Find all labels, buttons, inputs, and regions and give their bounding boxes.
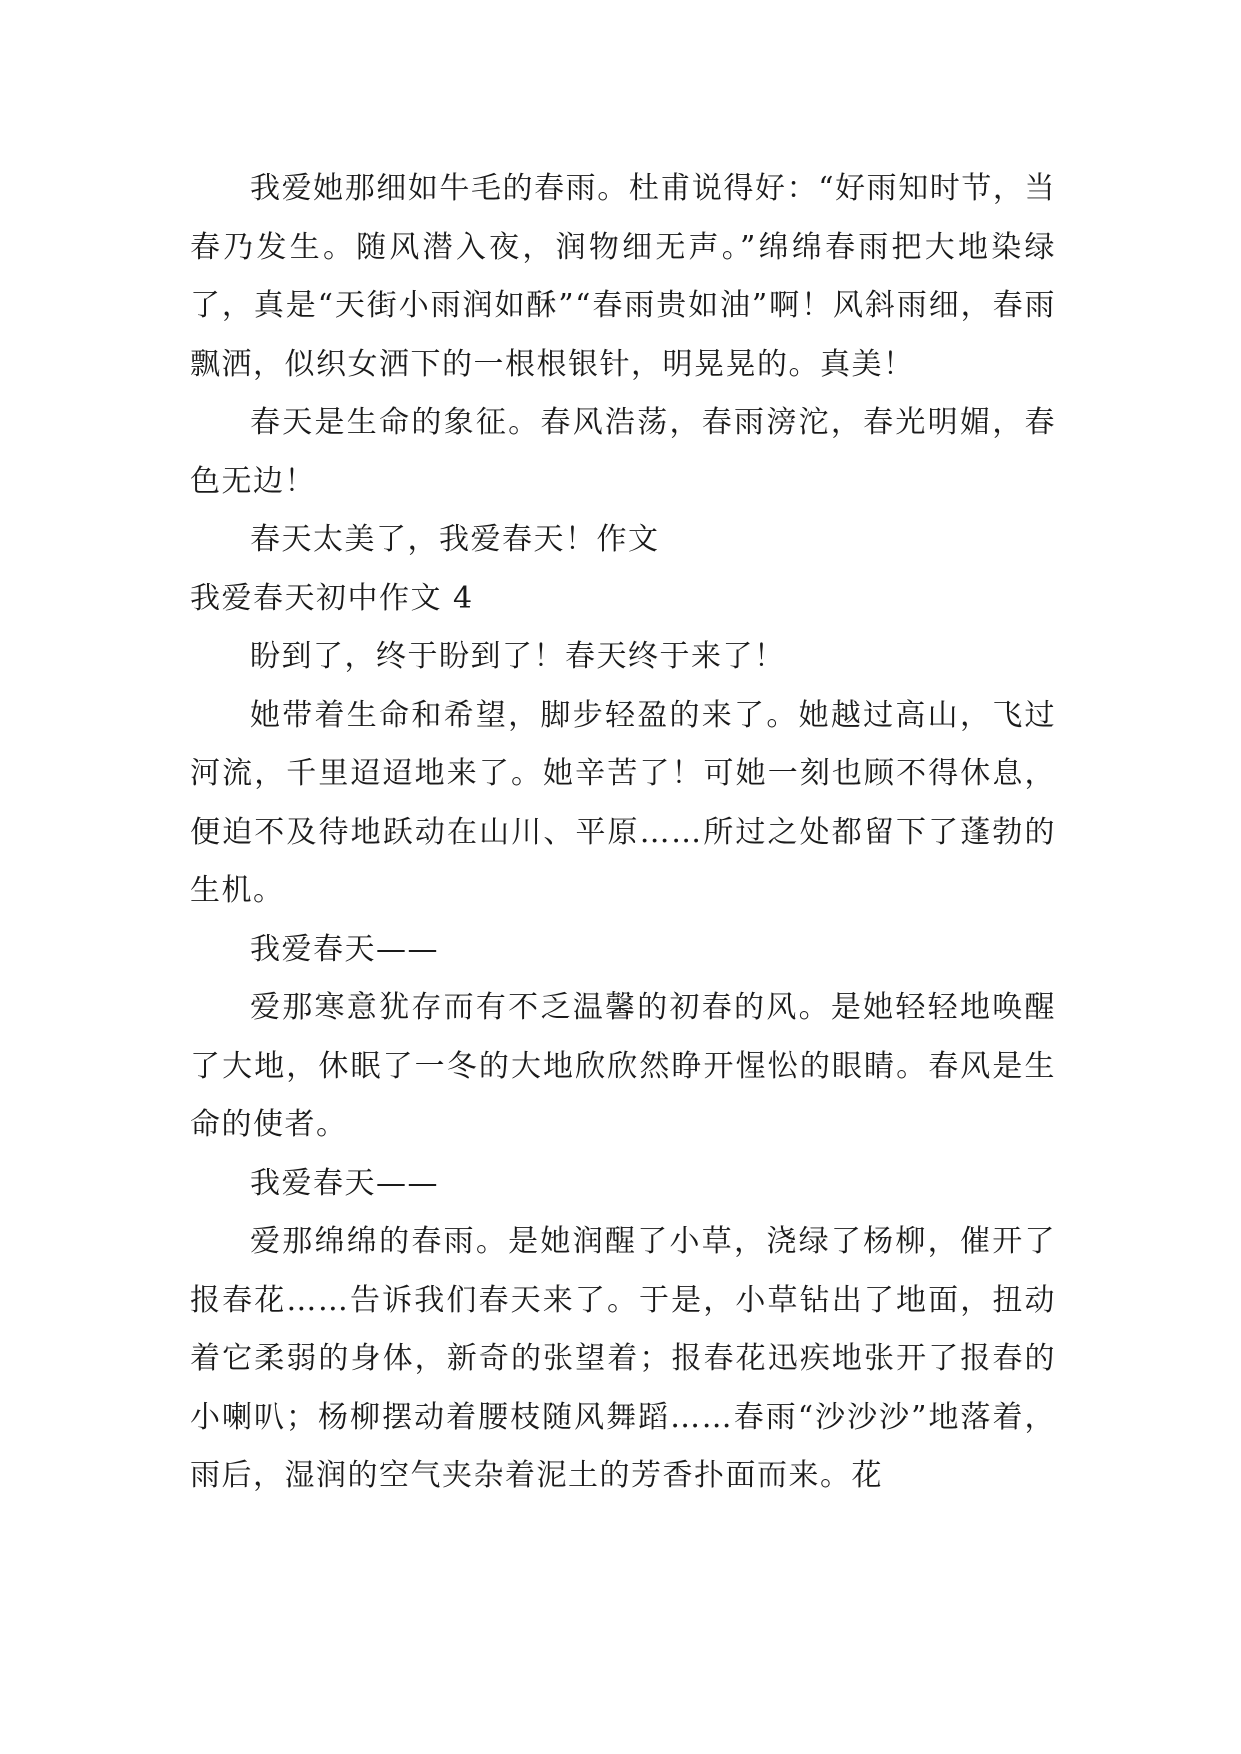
paragraph-closing: 春天太美了，我爱春天！作文 [250,522,660,557]
paragraph-spring-wind: 爱那寒意犹存而有不乏温馨的初春的风。是她轻轻地唤醒了大地，休眠了一冬的大地欣欣然睁开惺忪的眼睛。春风是生命的使者。 [190,990,1056,1142]
paragraph-arrival: 盼到了，终于盼到了！春天终于来了！ [250,639,786,674]
document-body [190,160,1056,1506]
paragraph-love-spring-2: 我爱春天—— [250,1165,439,1201]
paragraph-love-spring-1: 我爱春天—— [250,931,439,967]
paragraph-spring-drizzle: 爱那绵绵的春雨。是她润醒了小草，浇绿了杨柳，催开了报春花……告诉我们春天来了。于是，小草钻出了地面，扭动着它柔弱的身体，新奇的张望着；报春花迅疾地张开了报春的小喇叭；杨柳摆动着腰枝随风舞蹈……春雨“沙沙沙”地落着，雨后，湿润的空气夹杂着泥土的芳香扑面而来。花 [190,1224,1056,1493]
paragraph-spring-symbol: 春天是生命的象征。春风浩荡，春雨滂沱，春光明媚，春色无边！ [190,405,1056,499]
section-title: 我爱春天初中作文 4 [190,580,474,616]
paragraph-spring-rain: 我爱她那细如牛毛的春雨。杜甫说得好：“好雨知时节，当春乃发生。随风潜入夜，润物细无声。”绵绵春雨把大地染绿了，真是“天街小雨润如酥”“春雨贵如油”啊！风斜雨细，春雨飘洒，似织女洒下的一根根银针，明晃晃的。真美！ [190,171,1056,382]
paragraph-journey: 她带着生命和希望，脚步轻盈的来了。她越过高山，飞过河流，千里迢迢地来了。她辛苦了！可她一刻也顾不得休息，便迫不及待地跃动在山川、平原……所过之处都留下了蓬勃的生机。 [190,697,1056,908]
